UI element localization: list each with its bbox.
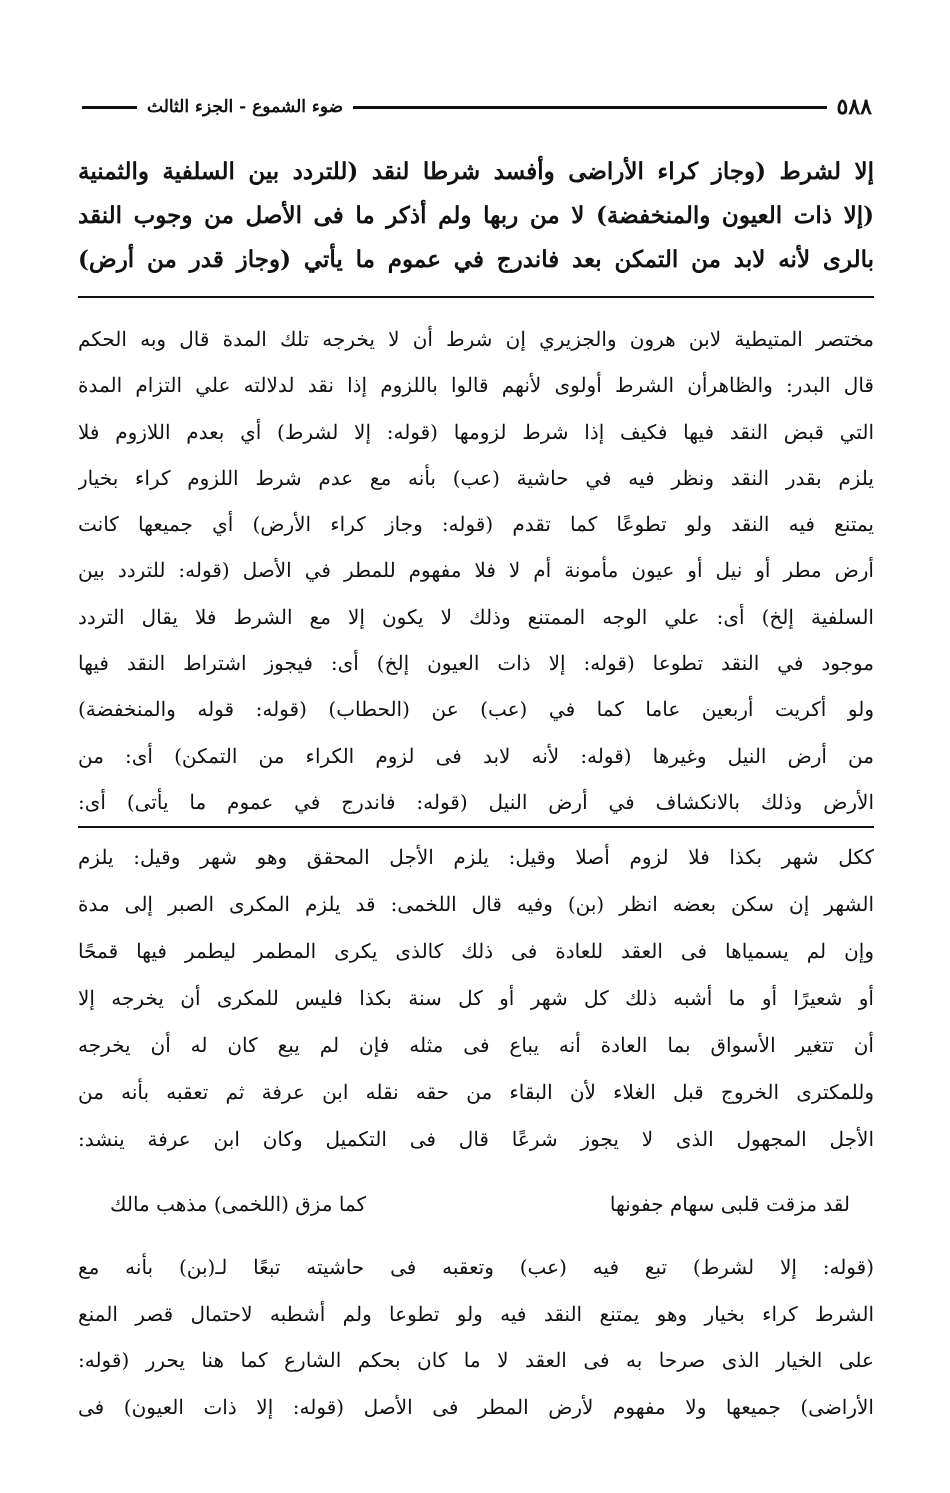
commentary-line: الأراضى) جميعها ولا مفهوم لأرض المطر فى الأصل (قوله: إلا ذات العيون) فى (78, 1394, 874, 1419)
commentary-line: السلفية إلخ) أى: علي الوجه الممتنع وذلك لا يكون إلا مع الشرط فلا يقال التردد (78, 604, 874, 629)
footnote-divider (78, 826, 874, 828)
commentary-line: وللمكترى الخروج قبل الغلاء لأن البقاء من حقه نقله ابن عرفة ثم تعقبه بأنه من (78, 1080, 874, 1104)
commentary-line: الشهر إن سكن بعضه انظر (بن) وفيه قال اللخمى: قد يلزم المكرى الصبر إلى مدة (78, 892, 874, 916)
commentary-line: ولو أكريت أربعين عاما كما في (عب) عن (الحطاب) (قوله: قوله والمنخفضة) (78, 697, 874, 722)
commentary-line: مختصر المتيطية لابن هرون والجزيري إن شرط أن لا يخرجه تلك المدة قال وبه الحكم (78, 327, 874, 351)
commentary-line: أرض مطر أو نيل أو عيون مأمونة أم لا فلا مفهوم للمطر في الأصل (قوله: للتردد بين (78, 558, 874, 583)
verse-second-hemistich: كما مزق (اللخمى) مذهب مالك (110, 1192, 367, 1216)
verse-first-hemistich: لقد مزقت قلبى سهام جفونها (609, 1192, 850, 1216)
running-header (82, 92, 872, 122)
commentary-lower (78, 834, 874, 1163)
commentary-line: على الخيار الذى صرحا به فى العقد لا ما كان بحكم الشارع كما هنا يحرر (قوله: (78, 1348, 874, 1372)
commentary-line: الأجل المجهول الذى لا يجوز شرعًا قال فى التكميل وكان ابن عرفة ينشد: (78, 1127, 874, 1151)
commentary-line: يمتنع فيه النقد ولو تطوعًا كما تقدم (قوله: وجاز كراء الأرض) أي جميعها كانت (78, 512, 874, 537)
commentary-line: موجود في النقد تطوعا (قوله: إلا ذات العيون إلخ) أى: فيجوز اشتراط النقد فيها (78, 651, 874, 676)
matn-line: بالرى لأنه لابد من التمكن بعد فاندرج في عموم ما يأتي (وجاز قدر من أرض) (78, 246, 874, 273)
commentary-notes (78, 1244, 874, 1430)
commentary-line: الشرط كراء بخيار وهو يمتنع النقد فيه ولو تطوعا ولم أشطبه لاحتمال قصر المنع (78, 1301, 874, 1326)
matn-line: (إلا ذات العيون والمنخفضة) لا من ربها ولم أذكر ما فى الأصل من وجوب النقد (78, 202, 874, 229)
commentary-line: قال البدر: والظاهرأن الشرط أولوى لأنهم قالوا باللزوم إذا نقد لدلالته علي التزام المدة (78, 373, 874, 398)
commentary-line: أو شعيرًا أو ما أشبه ذلك كل شهر أو كل سنة بكذا فليس للمكرى أن يخرجه إلا (78, 986, 874, 1010)
commentary-line: التي قبض النقد فيها فكيف إذا شرط لزومها (قوله: إلا لشرط) أي بعدم اللازوم فلا (78, 419, 874, 444)
commentary-line: ككل شهر بكذا فلا لزوم أصلا وقيل: يلزم الأجل المحقق وهو شهر وقيل: يلزم (78, 845, 874, 869)
commentary-line: الأرض وذلك بالانكشاف في أرض النيل (قوله: فاندرج في عموم ما يأتى) أى: (78, 789, 874, 814)
commentary-line: من أرض النيل وغيرها (قوله: لأنه لابد فى لزوم الكراء من التمكن) أى: من (78, 743, 874, 768)
matn-divider (78, 296, 874, 298)
running-title: ضوء الشموع - الجزء الثالث (137, 94, 353, 120)
commentary-line: (قوله: إلا لشرط) تبع فيه (عب) وتعقبه فى حاشيته تبعًا لـ(بن) بأنه مع (78, 1255, 874, 1279)
commentary-line: أن تتغير الأسواق بما العادة أنه يباع فى مثله فإن لم يبع كان له أن يخرجه (78, 1033, 874, 1057)
commentary-line: وإن لم يسمياها فى العقد للعادة فى ذلك كالذى يكرى المطمر ليطمر فيها قمحًا (78, 939, 874, 963)
page-number: ٥٨٨ (827, 92, 872, 122)
matn-line: إلا لشرط (وجاز كراء الأراضى وأفسد شرطا لنقد (للتردد بين السلفية والثمنية (78, 158, 874, 185)
commentary-upper (78, 316, 874, 825)
matn-text (78, 150, 874, 282)
poetry-verse (110, 1184, 850, 1224)
commentary-line: يلزم بقدر النقد ونظر فيه في حاشية (عب) بأنه مع عدم شرط اللزوم كراء بخيار (78, 465, 874, 490)
